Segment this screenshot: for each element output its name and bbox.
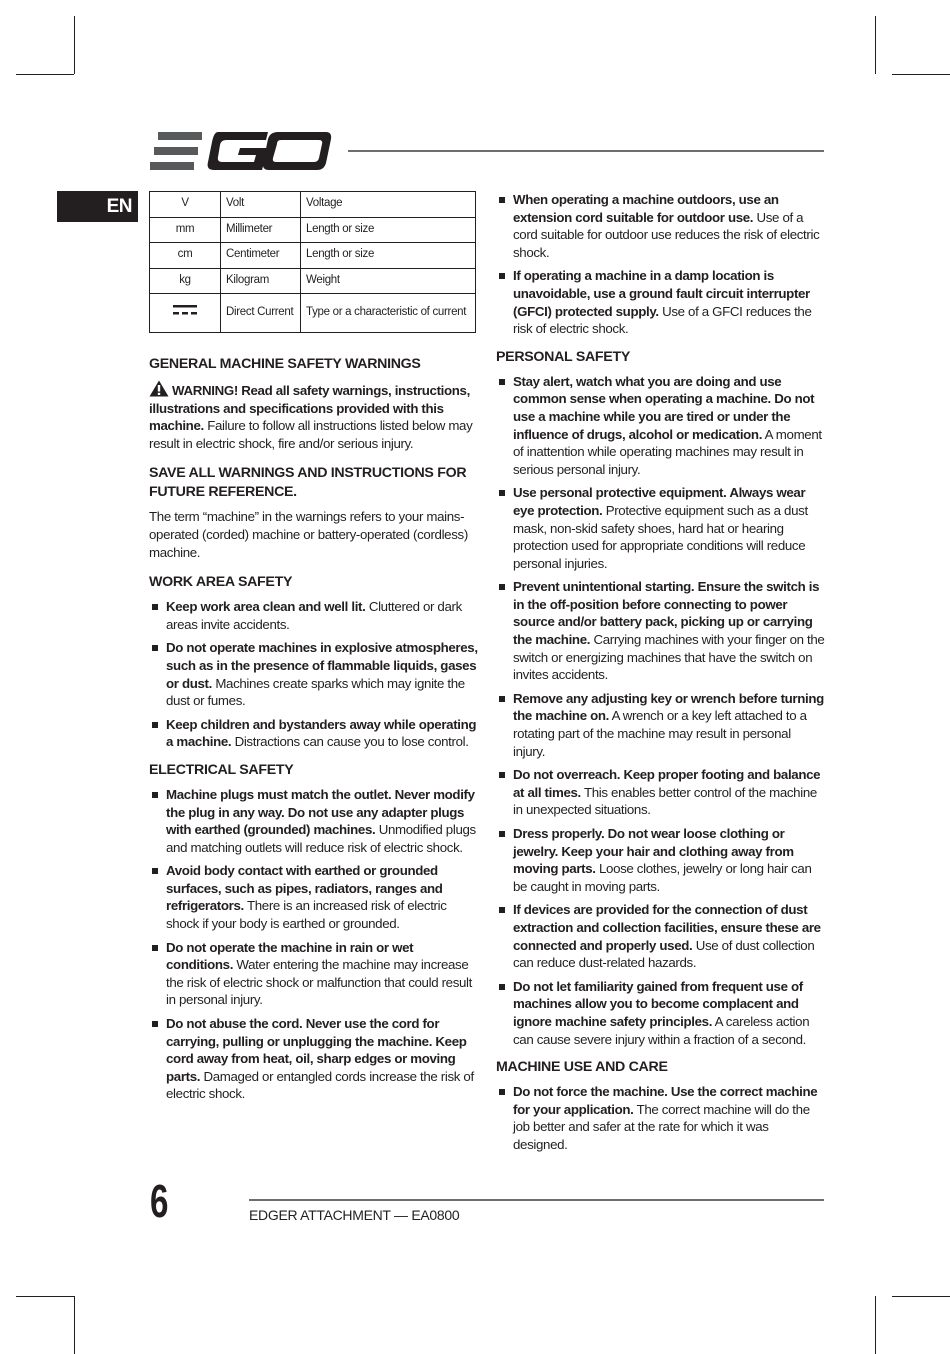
- item-text: A careless action can cause severe injury within a fraction of a second.: [513, 1013, 810, 1047]
- meaning-cell: Length or size: [301, 243, 476, 269]
- right-column: [496, 191, 826, 1164]
- item-bold: Do not let familiarity gained from frequent use of machines allow you to become complacent and ignore machine safety principles.: [513, 978, 803, 1029]
- item-bold: If operating a machine in a damp location is unavoidable, use a ground fault circuit interrupter (GFCI) protected supply.: [513, 268, 810, 319]
- symbol-cell: kg: [150, 268, 221, 294]
- section-heading-electrical: ELECTRICAL SAFETY: [149, 761, 294, 778]
- table-row: [150, 294, 476, 333]
- list-item: [496, 690, 826, 760]
- symbol-cell: V: [150, 192, 221, 218]
- list-item: [496, 267, 826, 337]
- item-text: Protective equipment such as a dust mask, non-skid safety shoes, hard hat or hearing protection used for appropriate conditions will reduce personal injuries.: [513, 502, 808, 571]
- crop-mark: [892, 74, 950, 75]
- list-item: [496, 191, 826, 261]
- section-heading-personal: PERSONAL SAFETY: [496, 348, 630, 365]
- list-item: [149, 862, 479, 932]
- item-bold: Do not force the machine. Use the correct machine for your application.: [513, 1084, 818, 1117]
- item-text: There is an increased risk of electric shock if your body is earthed or grounded.: [166, 898, 447, 932]
- item-text: A wrench or a key left attached to a rotating part of the machine may result in personal injury.: [513, 708, 807, 759]
- term-cell: Centimeter: [221, 243, 301, 269]
- meaning-cell: Type or a characteristic of current: [301, 294, 476, 333]
- crop-mark: [875, 16, 876, 74]
- item-text: Loose clothes, jewelry or long hair can be caught in moving parts.: [513, 861, 812, 894]
- section-heading-save: SAVE ALL WARNINGS AND INSTRUCTIONS FOR FUTURE REFERENCE.: [149, 465, 467, 501]
- term-cell: Millimeter: [221, 217, 301, 243]
- list-item: [149, 786, 479, 856]
- table-row: [150, 217, 476, 243]
- section-heading-general: GENERAL MACHINE SAFETY WARNINGS: [149, 356, 421, 372]
- list-item: [496, 578, 826, 684]
- item-bold: Keep children and bystanders away while operating a machine.: [166, 716, 477, 750]
- warning-triangle-icon: [149, 380, 169, 397]
- item-text: Use of a cord suitable for outdoor use reduces the risk of electric shock.: [513, 209, 820, 260]
- warning-paragraph: [149, 380, 479, 452]
- item-bold: Do not overreach. Keep proper footing and balance at all times.: [513, 767, 821, 800]
- list-item: [149, 598, 479, 633]
- table-row: [150, 243, 476, 269]
- item-bold: If devices are provided for the connection of dust extraction and collection facilities, ensure these are connected and properly used.: [513, 902, 821, 953]
- list-item: [496, 1083, 826, 1153]
- item-text: This enables better control of the machine in unexpected situations.: [513, 784, 817, 818]
- list-item: [496, 825, 826, 895]
- symbol-cell: [150, 294, 221, 333]
- item-bold: Stay alert, watch what you are doing and use common sense when operating a machine. Do not use a machine while you are tired or under the influence of drugs, alcohol or medication.: [513, 373, 815, 442]
- crop-mark: [74, 16, 75, 74]
- item-bold: Do not operate the machine in rain or wet conditions.: [166, 939, 414, 973]
- table-row: [150, 192, 476, 218]
- list-item: [149, 639, 479, 709]
- item-text: Water entering the machine may increase the risk of electric shock or malfunction that could result in personal injury.: [166, 957, 473, 1008]
- list-item: [149, 716, 479, 751]
- item-text: Damaged or entangled cords increase the risk of electric shock.: [166, 1068, 474, 1102]
- list-item: [496, 373, 826, 479]
- electrical-continued-list: [496, 191, 826, 338]
- item-bold: Do not operate machines in explosive atmospheres, such as in the presence of flammable liquids, gases or dust.: [166, 640, 478, 691]
- footer-rule: [249, 1199, 824, 1201]
- crop-mark: [16, 74, 74, 75]
- machine-use-list: [496, 1083, 826, 1153]
- ego-logo: [150, 130, 332, 172]
- list-item: [496, 766, 826, 819]
- item-bold: Do not abuse the cord. Never use the cord for carrying, pulling or unplugging the machine. Keep cord away from heat, oil, sharp edges or moving parts.: [166, 1016, 467, 1084]
- item-bold: Prevent unintentional starting. Ensure the switch is in the off-position before connecting to power source and/or battery pack, picking up or carrying the machine.: [513, 579, 820, 648]
- direct-current-icon: [172, 303, 198, 317]
- list-item: [496, 484, 826, 572]
- page-number: 6: [150, 1175, 167, 1227]
- electrical-list: [149, 786, 479, 1103]
- item-bold: Dress properly. Do not wear loose clothing or jewelry. Keep your hair and clothing away from moving parts.: [513, 826, 794, 877]
- item-text: Carrying machines with your finger on the switch or energizing machines that have the switch on invites accidents.: [513, 632, 825, 683]
- symbol-cell: cm: [150, 243, 221, 269]
- item-bold: Keep work area clean and well lit.: [166, 599, 366, 615]
- term-cell: Volt: [221, 192, 301, 218]
- item-text: Unmodified plugs and matching outlets will reduce risk of electric shock.: [166, 822, 476, 855]
- list-item: [149, 1015, 479, 1103]
- section-heading-machine-use: MACHINE USE AND CARE: [496, 1059, 668, 1076]
- table-row: [150, 268, 476, 294]
- item-text: Machines create sparks which may ignite the dust or fumes.: [166, 675, 465, 709]
- term-cell: Kilogram: [221, 268, 301, 294]
- crop-mark: [74, 1296, 75, 1354]
- crop-mark: [892, 1296, 950, 1297]
- term-cell: Direct Current: [221, 294, 301, 333]
- footer-title: EDGER ATTACHMENT — EA0800: [249, 1207, 460, 1223]
- list-item: [149, 939, 479, 1009]
- crop-mark: [875, 1296, 876, 1354]
- item-text: Distractions can cause you to lose control.: [231, 734, 469, 750]
- item-text: The correct machine will do the job better and safer at the rate for which it was designed.: [513, 1101, 810, 1152]
- meaning-cell: Voltage: [301, 192, 476, 218]
- item-bold: Use personal protective equipment. Always wear eye protection.: [513, 485, 806, 518]
- item-text: A moment of inattention while operating machines may result in serious personal injury.: [513, 426, 822, 477]
- symbol-table: [149, 191, 476, 333]
- crop-mark: [16, 1296, 74, 1297]
- item-text: Use of dust collection can reduce dust-related hazards.: [513, 937, 815, 971]
- item-text: Cluttered or dark areas invite accidents.: [166, 599, 462, 632]
- meaning-cell: Length or size: [301, 217, 476, 243]
- item-text: Use of a GFCI reduces the risk of electric shock.: [513, 303, 812, 337]
- warning-bold-text: WARNING! Read all safety warnings, instructions, illustrations and specifications provided with this machine.: [149, 383, 470, 434]
- work-area-list: [149, 598, 479, 751]
- list-item: [496, 901, 826, 971]
- term-definition: The term “machine” in the warnings refers to your mains-operated (corded) machine or battery-operated (cordless) machine.: [149, 509, 468, 560]
- list-item: [496, 978, 826, 1048]
- personal-list: [496, 373, 826, 1048]
- warning-text: Failure to follow all instructions listed below may result in electric shock, fire and/or serious injury.: [149, 418, 473, 451]
- item-bold: Avoid body contact with earthed or grounded surfaces, such as pipes, radiators, ranges and refrigerators.: [166, 863, 443, 914]
- language-tab: EN: [57, 191, 138, 222]
- section-heading-work-area: WORK AREA SAFETY: [149, 574, 293, 591]
- symbol-cell: mm: [150, 217, 221, 243]
- meaning-cell: Weight: [301, 268, 476, 294]
- item-bold: Remove any adjusting key or wrench before turning the machine on.: [513, 690, 824, 724]
- header-rule: [348, 150, 824, 152]
- item-bold: When operating a machine outdoors, use an extension cord suitable for outdoor use.: [513, 192, 779, 225]
- left-column: [149, 191, 479, 1113]
- item-bold: Machine plugs must match the outlet. Never modify the plug in any way. Do not use any adapter plugs with earthed (grounded) machines.: [166, 786, 475, 838]
